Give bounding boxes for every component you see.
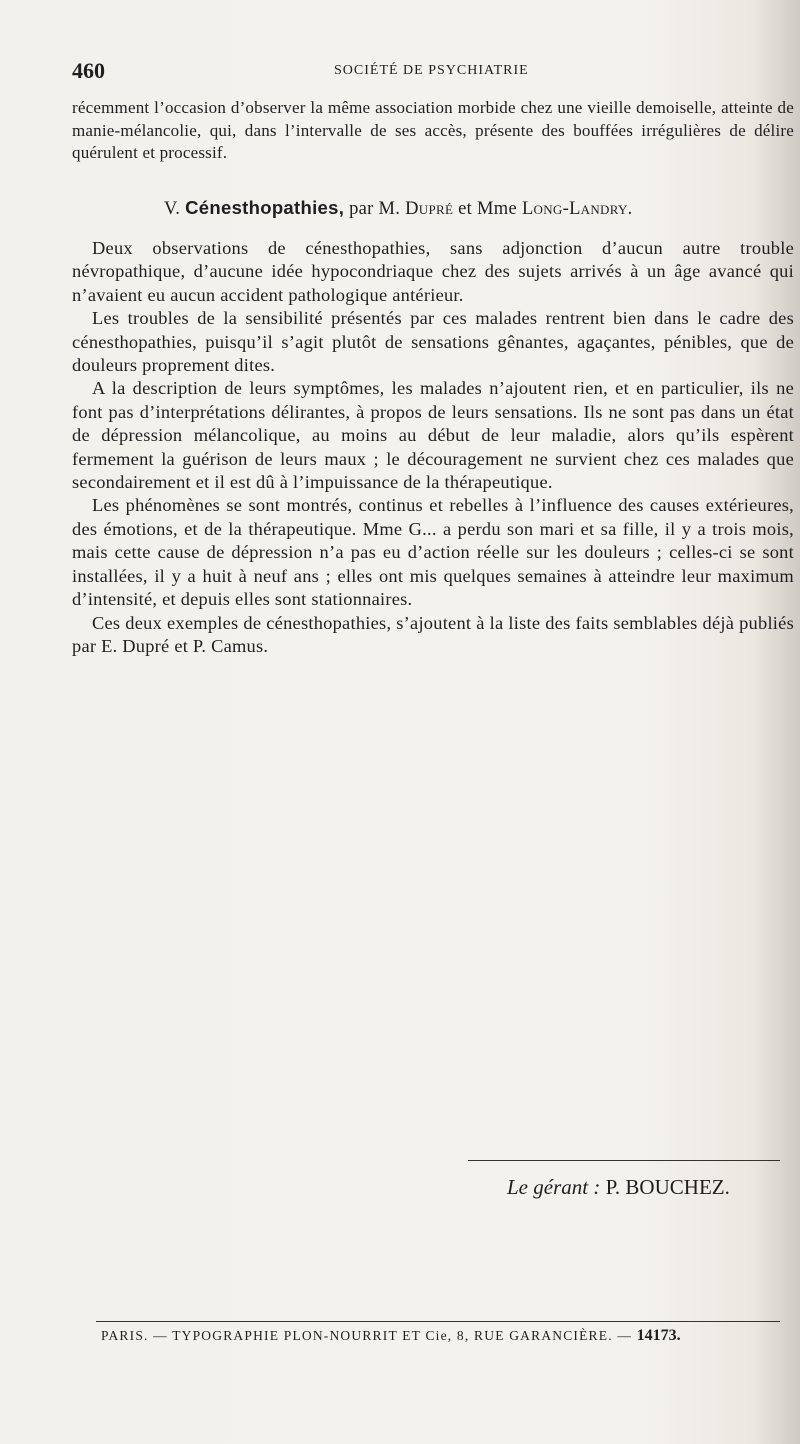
article-body bbox=[72, 237, 794, 658]
section-number: V. bbox=[164, 199, 181, 219]
paragraph: Ces deux exemples de cénesthopathies, s’ajoutent à la liste des faits semblables déjà publiés par E. Dupré et P. Camus. bbox=[72, 612, 794, 656]
imprint-code: 14173. bbox=[636, 1327, 681, 1344]
intro-paragraph: récemment l’occasion d’observer la même association morbide chez une vieille demoiselle, atteinte de manie-mélancolie, qui, dans l’intervalle de ses accès, présente des bouffées irrégulières de délire quérulent et processif. bbox=[72, 98, 794, 162]
section-title bbox=[164, 197, 633, 220]
imprint-text: PARIS. — TYPOGRAPHIE PLON-NOURRIT ET Cie, 8, RUE GARANCIÈRE. — bbox=[101, 1328, 633, 1343]
paragraph: Les troubles de la sensibilité présentés par ces malades rentrent bien dans le cadre des cénesthopathies, puisqu’il s’agit plutôt de sensations gênantes, agaçantes, pénibles, que de douleurs proprement dites. bbox=[72, 308, 794, 376]
page-header bbox=[72, 58, 792, 88]
author-2: Long-Landry. bbox=[521, 199, 633, 219]
byline-conjunction: et Mme bbox=[458, 199, 517, 219]
signature bbox=[507, 1175, 730, 1200]
footer-rule bbox=[96, 1321, 780, 1322]
section-heading: Cénesthopathies, bbox=[185, 197, 345, 218]
running-head: SOCIÉTÉ DE PSYCHIATRIE bbox=[334, 63, 529, 78]
paragraph: Deux observations de cénesthopathies, sans adjonction d’aucun autre trouble névropathique, d’aucune idée hypocondriaque chez des sujets arrivés à un âge avancé qui n’avaient eu aucun accident pathologique antérieur. bbox=[72, 238, 794, 305]
printer-imprint bbox=[101, 1327, 681, 1345]
page-number: 460 bbox=[72, 58, 105, 83]
signature-label: Le gérant : bbox=[507, 1175, 601, 1199]
paragraph: A la description de leurs symptômes, les malades n’ajoutent rien, et en particulier, ils ne font pas d’interprétations délirantes, à propos de leurs sensations. Ils ne sont pas dans un état de dépression mélancolique, au moins au début de leur maladie, alors qu’ils espèrent fermement la guérison de leurs maux ; le découragement ne survient chez ces malades que secondairement et il est dû à l’impuissance de la thérapeutique. bbox=[72, 378, 794, 493]
byline-prefix: par M. bbox=[349, 199, 401, 219]
signature-rule bbox=[468, 1160, 780, 1161]
signature-name: P. BOUCHEZ. bbox=[605, 1175, 730, 1199]
paragraph: Les phénomènes se sont montrés, continus et rebelles à l’influence des causes extérieures, des émotions, et de la thérapeutique. Mme G... a perdu son mari et sa fille, il y a trois mois, mais cette cause de dépression n’a pas eu d’action réelle sur les douleurs ; celles-ci se sont installées, il y a huit à neuf ans ; elles ont mis quelques semaines à atteindre leur maximum d’intensité, et depuis elles sont stationnaires. bbox=[72, 495, 794, 610]
author-1: Dupré bbox=[405, 199, 454, 219]
